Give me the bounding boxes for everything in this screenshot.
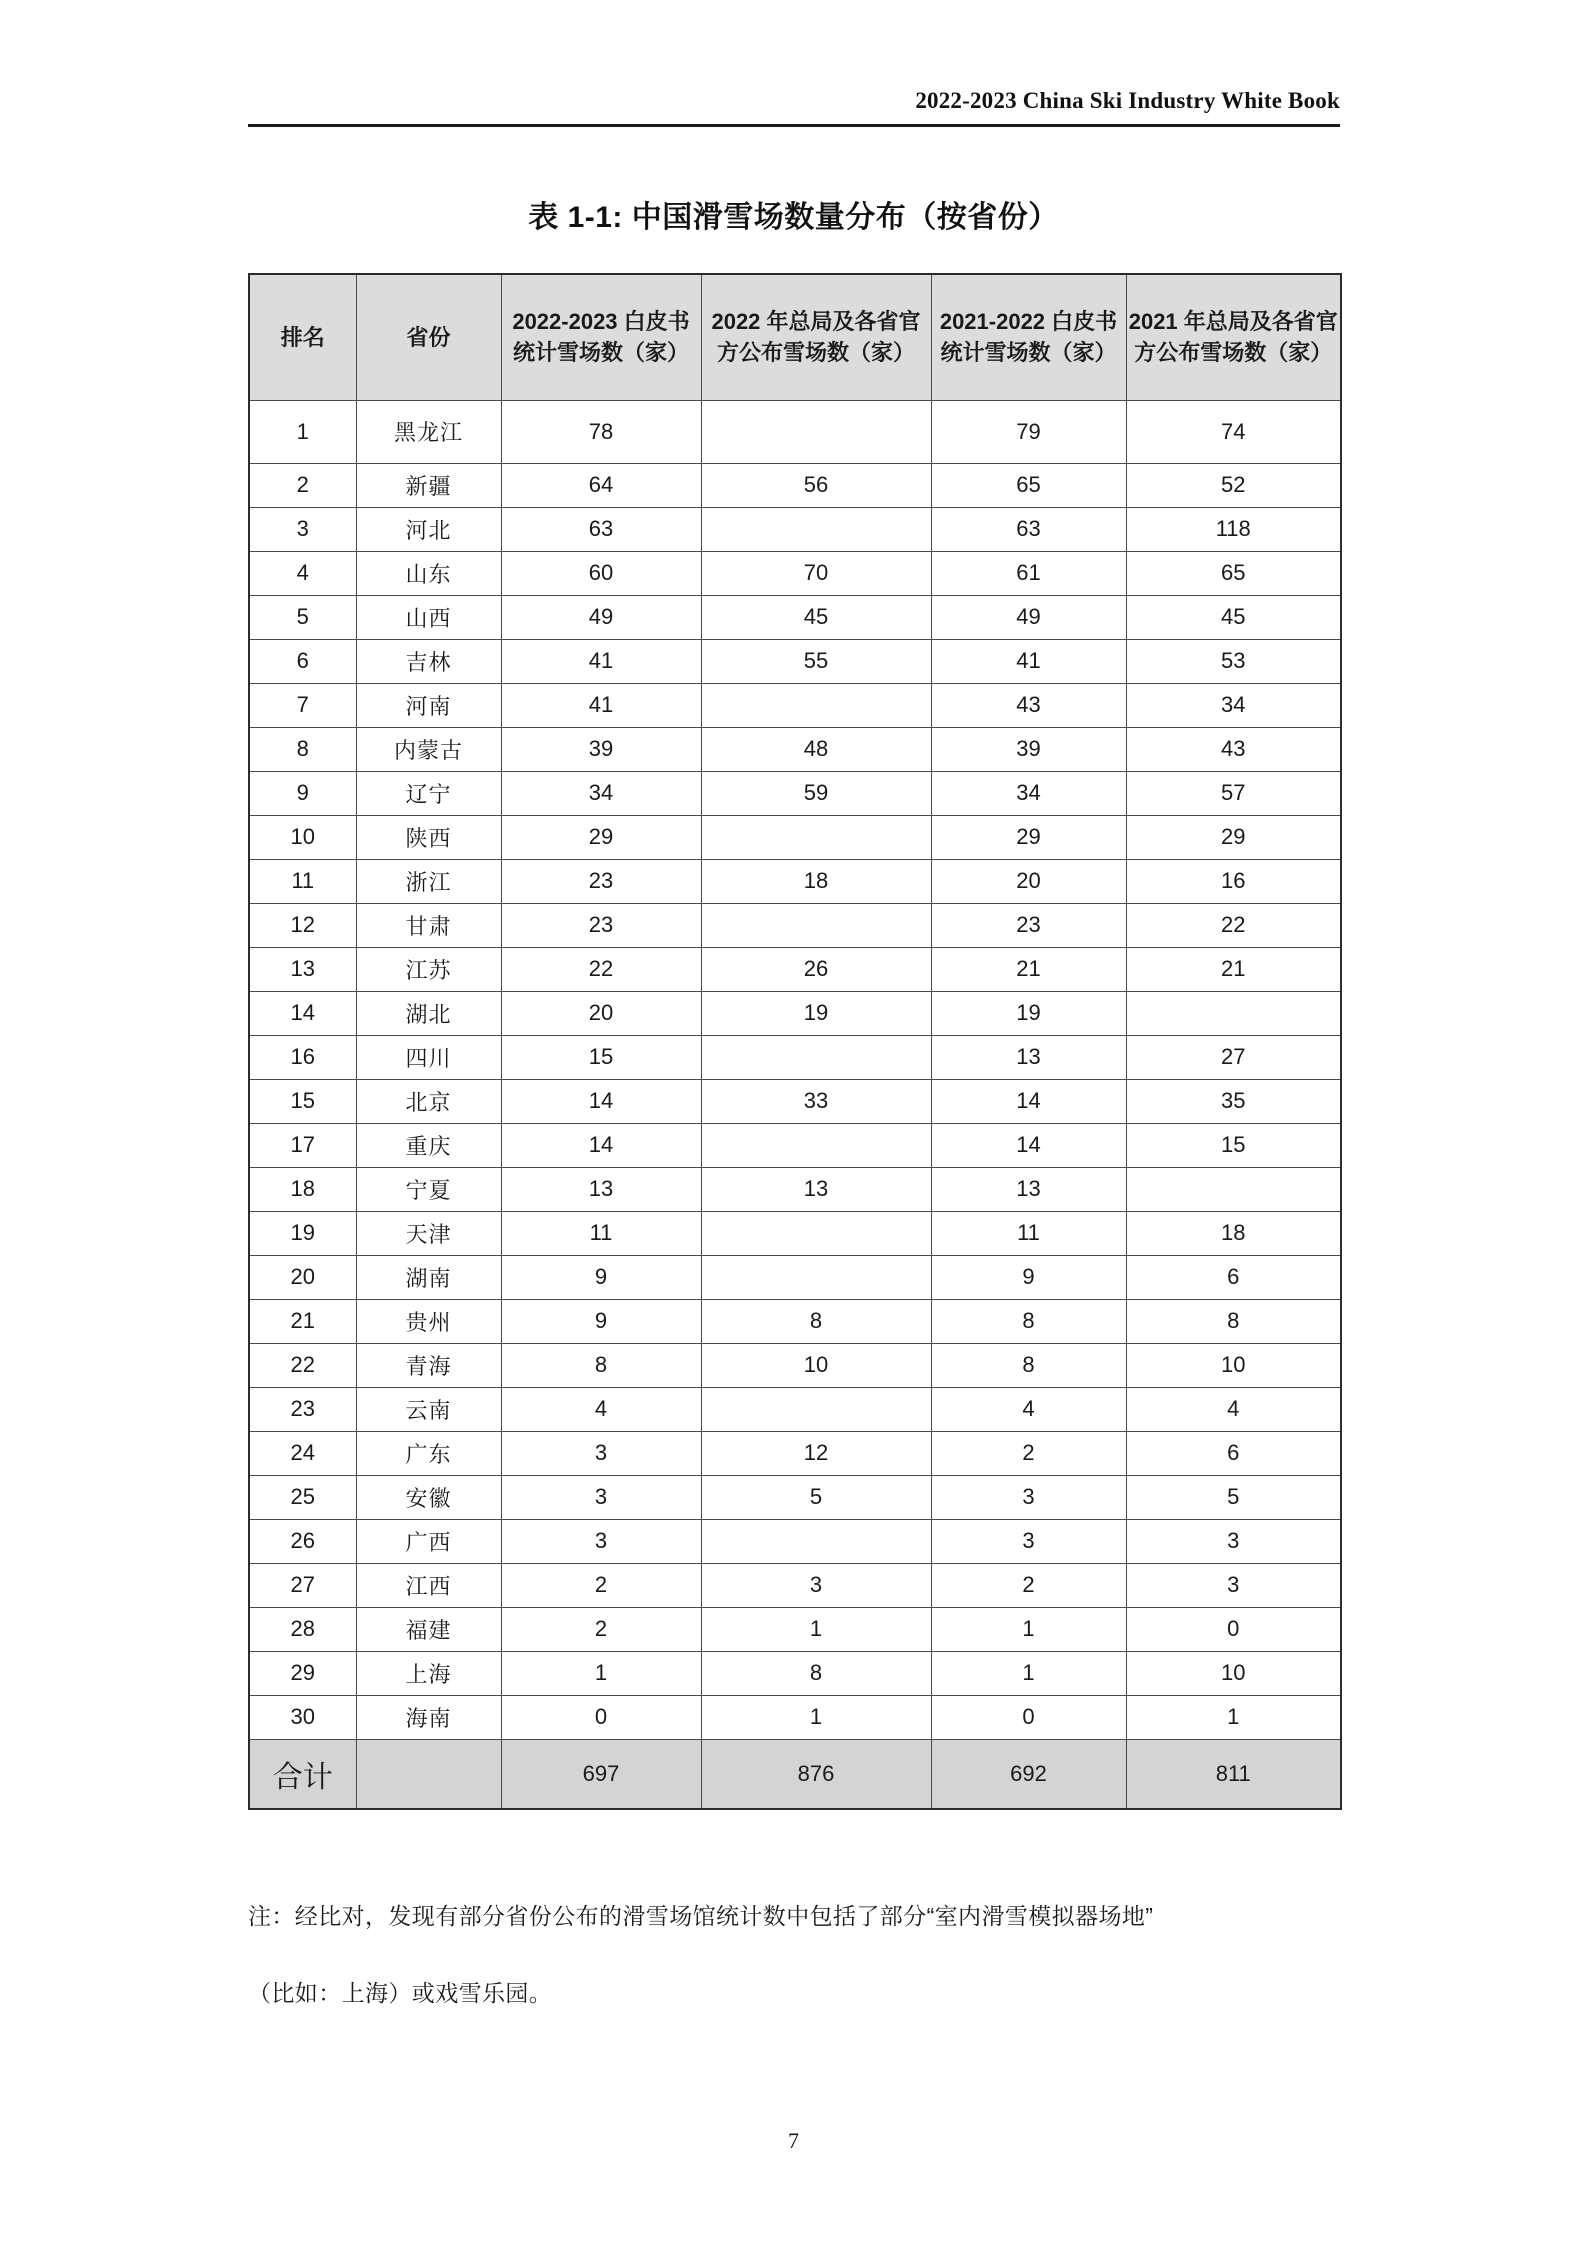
cell-province: 安徽	[356, 1475, 501, 1519]
cell-official-2021	[1126, 991, 1341, 1035]
cell-official-2022	[701, 1519, 931, 1563]
cell-whitebook-2022-2023: 23	[501, 903, 701, 947]
cell-rank: 19	[249, 1211, 356, 1255]
table-row	[249, 463, 1341, 507]
cell-official-2021: 43	[1126, 727, 1341, 771]
cell-whitebook-2021-2022: 14	[931, 1079, 1126, 1123]
cell-province: 上海	[356, 1651, 501, 1695]
cell-official-2022: 18	[701, 859, 931, 903]
cell-official-2021: 1	[1126, 1695, 1341, 1739]
cell-official-2021: 3	[1126, 1519, 1341, 1563]
column-header-whitebook-2021-2022: 2021-2022 白皮书统计雪场数（家）	[931, 274, 1126, 400]
cell-whitebook-2021-2022: 3	[931, 1475, 1126, 1519]
table-row	[249, 859, 1341, 903]
cell-official-2021: 118	[1126, 507, 1341, 551]
cell-official-2022: 1	[701, 1607, 931, 1651]
cell-province: 湖北	[356, 991, 501, 1035]
cell-whitebook-2022-2023: 2	[501, 1563, 701, 1607]
cell-whitebook-2022-2023: 9	[501, 1299, 701, 1343]
cell-rank: 20	[249, 1255, 356, 1299]
cell-official-2021: 53	[1126, 639, 1341, 683]
table-header	[249, 274, 1341, 400]
table-row	[249, 1563, 1341, 1607]
footnote-line-1: 注：经比对，发现有部分省份公布的滑雪场馆统计数中包括了部分“室内滑雪模拟器场地”	[248, 1903, 1154, 1929]
cell-whitebook-2021-2022: 13	[931, 1035, 1126, 1079]
cell-rank: 6	[249, 639, 356, 683]
cell-whitebook-2021-2022: 79	[931, 400, 1126, 463]
table-row	[249, 1123, 1341, 1167]
cell-province: 江西	[356, 1563, 501, 1607]
table-row	[249, 595, 1341, 639]
cell-official-2022: 70	[701, 551, 931, 595]
cell-official-2022	[701, 1255, 931, 1299]
cell-whitebook-2022-2023: 3	[501, 1431, 701, 1475]
cell-whitebook-2022-2023: 0	[501, 1695, 701, 1739]
cell-whitebook-2021-2022: 49	[931, 595, 1126, 639]
cell-official-2022	[701, 683, 931, 727]
cell-official-2022: 10	[701, 1343, 931, 1387]
cell-whitebook-2022-2023: 78	[501, 400, 701, 463]
column-header-rank: 排名	[249, 274, 356, 400]
cell-rank: 26	[249, 1519, 356, 1563]
table-row	[249, 1079, 1341, 1123]
table-row	[249, 1035, 1341, 1079]
column-header-whitebook-2022-2023: 2022-2023 白皮书统计雪场数（家）	[501, 274, 701, 400]
cell-official-2021: 15	[1126, 1123, 1341, 1167]
cell-rank: 27	[249, 1563, 356, 1607]
table-body	[249, 400, 1341, 1739]
ski-resort-distribution-table	[248, 273, 1342, 1810]
cell-official-2022	[701, 1035, 931, 1079]
cell-whitebook-2021-2022: 20	[931, 859, 1126, 903]
cell-official-2021: 10	[1126, 1651, 1341, 1695]
cell-rank: 15	[249, 1079, 356, 1123]
table-row	[249, 683, 1341, 727]
table-row	[249, 815, 1341, 859]
cell-whitebook-2022-2023: 41	[501, 683, 701, 727]
cell-province: 新疆	[356, 463, 501, 507]
cell-whitebook-2022-2023: 15	[501, 1035, 701, 1079]
cell-rank: 9	[249, 771, 356, 815]
total-whitebook-2021-2022: 692	[931, 1739, 1126, 1809]
page-number: 7	[788, 2128, 799, 2153]
cell-rank: 29	[249, 1651, 356, 1695]
table-row	[249, 1211, 1341, 1255]
cell-whitebook-2021-2022: 3	[931, 1519, 1126, 1563]
cell-official-2022	[701, 400, 931, 463]
cell-whitebook-2021-2022: 61	[931, 551, 1126, 595]
cell-official-2021: 6	[1126, 1255, 1341, 1299]
cell-official-2022	[701, 1123, 931, 1167]
cell-province: 四川	[356, 1035, 501, 1079]
cell-rank: 1	[249, 400, 356, 463]
cell-official-2021: 22	[1126, 903, 1341, 947]
cell-official-2022: 33	[701, 1079, 931, 1123]
column-header-official-2022: 2022 年总局及各省官方公布雪场数（家）	[701, 274, 931, 400]
total-row	[249, 1739, 1341, 1809]
cell-province: 江苏	[356, 947, 501, 991]
cell-whitebook-2022-2023: 22	[501, 947, 701, 991]
table-row	[249, 947, 1341, 991]
cell-province: 贵州	[356, 1299, 501, 1343]
cell-whitebook-2022-2023: 60	[501, 551, 701, 595]
cell-whitebook-2021-2022: 29	[931, 815, 1126, 859]
cell-province: 内蒙古	[356, 727, 501, 771]
cell-rank: 14	[249, 991, 356, 1035]
total-official-2021: 811	[1126, 1739, 1341, 1809]
cell-province: 河北	[356, 507, 501, 551]
cell-rank: 23	[249, 1387, 356, 1431]
cell-official-2022	[701, 815, 931, 859]
cell-official-2022: 8	[701, 1299, 931, 1343]
cell-official-2021: 57	[1126, 771, 1341, 815]
cell-rank: 21	[249, 1299, 356, 1343]
cell-whitebook-2022-2023: 20	[501, 991, 701, 1035]
cell-whitebook-2021-2022: 1	[931, 1607, 1126, 1651]
cell-official-2021: 34	[1126, 683, 1341, 727]
cell-rank: 12	[249, 903, 356, 947]
table-row	[249, 1387, 1341, 1431]
cell-whitebook-2022-2023: 34	[501, 771, 701, 815]
cell-whitebook-2021-2022: 2	[931, 1563, 1126, 1607]
table-footer	[249, 1739, 1341, 1809]
table-row	[249, 903, 1341, 947]
table-row	[249, 1651, 1341, 1695]
table-row	[249, 1343, 1341, 1387]
cell-official-2022: 13	[701, 1167, 931, 1211]
cell-whitebook-2021-2022: 1	[931, 1651, 1126, 1695]
cell-official-2021: 5	[1126, 1475, 1341, 1519]
table-row	[249, 1255, 1341, 1299]
cell-rank: 22	[249, 1343, 356, 1387]
cell-official-2021: 0	[1126, 1607, 1341, 1651]
total-label: 合计	[249, 1739, 356, 1809]
cell-province: 浙江	[356, 859, 501, 903]
cell-rank: 4	[249, 551, 356, 595]
table-title: 表 1-1: 中国滑雪场数量分布（按省份）	[528, 201, 1059, 234]
cell-whitebook-2022-2023: 41	[501, 639, 701, 683]
cell-whitebook-2021-2022: 65	[931, 463, 1126, 507]
table-row	[249, 1607, 1341, 1651]
cell-official-2022: 8	[701, 1651, 931, 1695]
cell-official-2022: 45	[701, 595, 931, 639]
cell-whitebook-2021-2022: 2	[931, 1431, 1126, 1475]
cell-province: 天津	[356, 1211, 501, 1255]
cell-official-2021: 29	[1126, 815, 1341, 859]
cell-official-2021: 52	[1126, 463, 1341, 507]
footnote-line-2: （比如：上海）或戏雪乐园。	[248, 1980, 553, 2006]
total-province-cell	[356, 1739, 501, 1809]
column-header-official-2021: 2021 年总局及各省官方公布雪场数（家）	[1126, 274, 1341, 400]
table-row	[249, 400, 1341, 463]
cell-whitebook-2021-2022: 0	[931, 1695, 1126, 1739]
cell-rank: 16	[249, 1035, 356, 1079]
total-official-2022: 876	[701, 1739, 931, 1809]
table-row	[249, 507, 1341, 551]
cell-rank: 3	[249, 507, 356, 551]
table-row	[249, 991, 1341, 1035]
cell-province: 黑龙江	[356, 400, 501, 463]
table-row	[249, 1431, 1341, 1475]
cell-whitebook-2021-2022: 41	[931, 639, 1126, 683]
cell-official-2022: 1	[701, 1695, 931, 1739]
cell-official-2022	[701, 507, 931, 551]
cell-whitebook-2021-2022: 8	[931, 1343, 1126, 1387]
cell-official-2021: 45	[1126, 595, 1341, 639]
cell-whitebook-2021-2022: 39	[931, 727, 1126, 771]
cell-whitebook-2021-2022: 14	[931, 1123, 1126, 1167]
cell-province: 山西	[356, 595, 501, 639]
cell-official-2021: 6	[1126, 1431, 1341, 1475]
table-row	[249, 1167, 1341, 1211]
cell-official-2021: 10	[1126, 1343, 1341, 1387]
cell-whitebook-2021-2022: 23	[931, 903, 1126, 947]
cell-official-2022	[701, 1387, 931, 1431]
cell-rank: 18	[249, 1167, 356, 1211]
cell-official-2022	[701, 1211, 931, 1255]
cell-official-2021: 65	[1126, 551, 1341, 595]
cell-whitebook-2022-2023: 1	[501, 1651, 701, 1695]
cell-official-2021: 3	[1126, 1563, 1341, 1607]
table-row	[249, 639, 1341, 683]
cell-whitebook-2021-2022: 43	[931, 683, 1126, 727]
cell-whitebook-2022-2023: 8	[501, 1343, 701, 1387]
cell-rank: 10	[249, 815, 356, 859]
cell-rank: 11	[249, 859, 356, 903]
cell-rank: 2	[249, 463, 356, 507]
cell-whitebook-2021-2022: 21	[931, 947, 1126, 991]
cell-official-2021: 21	[1126, 947, 1341, 991]
table-row	[249, 1695, 1341, 1739]
table-row	[249, 1299, 1341, 1343]
table-row	[249, 551, 1341, 595]
cell-official-2021: 18	[1126, 1211, 1341, 1255]
table-header-row	[249, 274, 1341, 400]
cell-province: 广西	[356, 1519, 501, 1563]
cell-whitebook-2021-2022: 8	[931, 1299, 1126, 1343]
cell-whitebook-2021-2022: 9	[931, 1255, 1126, 1299]
cell-whitebook-2022-2023: 3	[501, 1519, 701, 1563]
cell-rank: 17	[249, 1123, 356, 1167]
cell-whitebook-2022-2023: 9	[501, 1255, 701, 1299]
cell-whitebook-2021-2022: 13	[931, 1167, 1126, 1211]
table-row	[249, 727, 1341, 771]
cell-official-2022: 5	[701, 1475, 931, 1519]
cell-rank: 25	[249, 1475, 356, 1519]
cell-official-2022: 55	[701, 639, 931, 683]
cell-province: 甘肃	[356, 903, 501, 947]
cell-whitebook-2022-2023: 64	[501, 463, 701, 507]
cell-province: 福建	[356, 1607, 501, 1651]
cell-whitebook-2021-2022: 63	[931, 507, 1126, 551]
cell-province: 宁夏	[356, 1167, 501, 1211]
table-row	[249, 771, 1341, 815]
cell-whitebook-2022-2023: 13	[501, 1167, 701, 1211]
cell-whitebook-2021-2022: 34	[931, 771, 1126, 815]
cell-official-2021: 16	[1126, 859, 1341, 903]
cell-official-2021	[1126, 1167, 1341, 1211]
cell-official-2022: 59	[701, 771, 931, 815]
cell-province: 湖南	[356, 1255, 501, 1299]
column-header-province: 省份	[356, 274, 501, 400]
cell-rank: 5	[249, 595, 356, 639]
total-whitebook-2022-2023: 697	[501, 1739, 701, 1809]
cell-province: 海南	[356, 1695, 501, 1739]
table-row	[249, 1519, 1341, 1563]
cell-rank: 28	[249, 1607, 356, 1651]
cell-official-2022	[701, 903, 931, 947]
cell-province: 重庆	[356, 1123, 501, 1167]
cell-province: 吉林	[356, 639, 501, 683]
cell-province: 河南	[356, 683, 501, 727]
cell-official-2022: 56	[701, 463, 931, 507]
cell-rank: 30	[249, 1695, 356, 1739]
cell-rank: 8	[249, 727, 356, 771]
cell-official-2022: 3	[701, 1563, 931, 1607]
cell-whitebook-2022-2023: 39	[501, 727, 701, 771]
cell-official-2021: 8	[1126, 1299, 1341, 1343]
cell-whitebook-2022-2023: 4	[501, 1387, 701, 1431]
cell-whitebook-2021-2022: 11	[931, 1211, 1126, 1255]
cell-province: 云南	[356, 1387, 501, 1431]
cell-province: 北京	[356, 1079, 501, 1123]
cell-whitebook-2022-2023: 29	[501, 815, 701, 859]
cell-province: 山东	[356, 551, 501, 595]
cell-whitebook-2022-2023: 49	[501, 595, 701, 639]
cell-province: 青海	[356, 1343, 501, 1387]
cell-official-2022: 12	[701, 1431, 931, 1475]
cell-whitebook-2022-2023: 63	[501, 507, 701, 551]
table-container	[248, 273, 1340, 1810]
cell-official-2022: 19	[701, 991, 931, 1035]
cell-whitebook-2021-2022: 19	[931, 991, 1126, 1035]
cell-whitebook-2021-2022: 4	[931, 1387, 1126, 1431]
cell-official-2022: 48	[701, 727, 931, 771]
cell-official-2021: 35	[1126, 1079, 1341, 1123]
cell-province: 陕西	[356, 815, 501, 859]
cell-whitebook-2022-2023: 23	[501, 859, 701, 903]
cell-whitebook-2022-2023: 3	[501, 1475, 701, 1519]
cell-whitebook-2022-2023: 14	[501, 1079, 701, 1123]
cell-whitebook-2022-2023: 2	[501, 1607, 701, 1651]
cell-rank: 7	[249, 683, 356, 727]
running-header: 2022-2023 China Ski Industry White Book	[915, 88, 1340, 113]
table-row	[249, 1475, 1341, 1519]
cell-official-2022: 26	[701, 947, 931, 991]
cell-rank: 24	[249, 1431, 356, 1475]
cell-official-2021: 4	[1126, 1387, 1341, 1431]
cell-whitebook-2022-2023: 11	[501, 1211, 701, 1255]
cell-whitebook-2022-2023: 14	[501, 1123, 701, 1167]
cell-official-2021: 27	[1126, 1035, 1341, 1079]
cell-province: 广东	[356, 1431, 501, 1475]
cell-official-2021: 74	[1126, 400, 1341, 463]
cell-province: 辽宁	[356, 771, 501, 815]
header-divider	[248, 124, 1340, 127]
cell-rank: 13	[249, 947, 356, 991]
